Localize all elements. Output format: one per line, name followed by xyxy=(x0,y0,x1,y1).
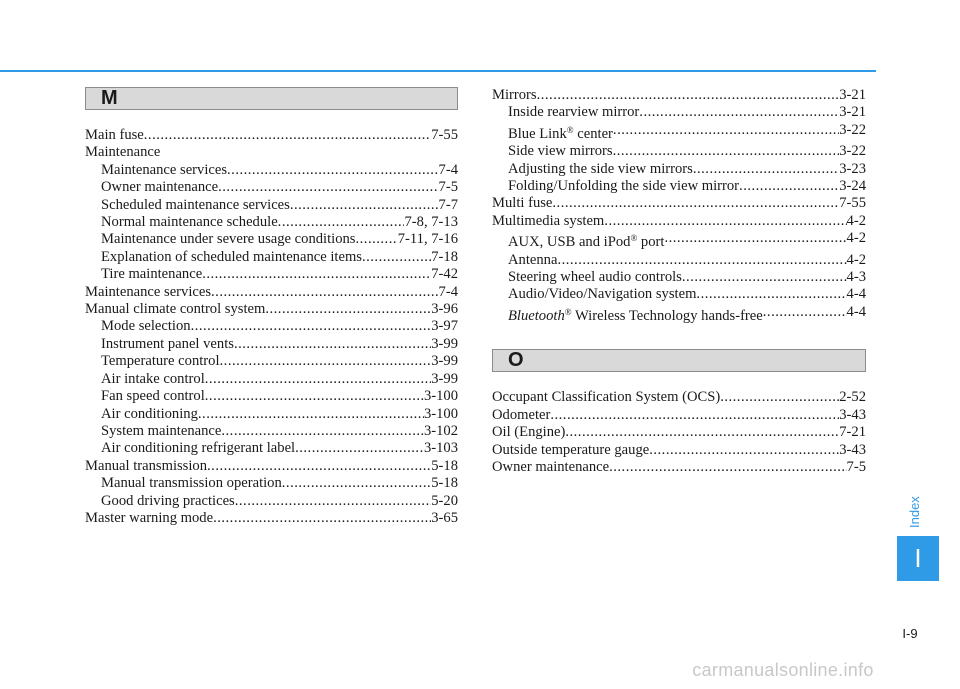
index-subentry: Audio/Video/Navigation system ..... 4-4 xyxy=(492,286,866,303)
page-number: I-9 xyxy=(902,626,918,641)
index-tab-label: Index xyxy=(907,496,922,528)
index-subentry: Air conditioning refrigerant label ..... 3-103 xyxy=(85,440,458,457)
index-column-right xyxy=(492,87,866,476)
index-entry: Manual transmission ..... 5-18 xyxy=(85,458,458,475)
index-subentry: Air intake control ..... 3-99 xyxy=(85,371,458,388)
section-letter: M xyxy=(101,87,118,109)
index-entry: Multi fuse ..... 7-55 xyxy=(492,195,866,212)
index-subentry: Normal maintenance schedule ..... 7-8, 7-13 xyxy=(85,214,458,231)
index-subentry: Explanation of scheduled maintenance items ..... 7-18 xyxy=(85,249,458,266)
index-subentry: Owner maintenance ..... 7-5 xyxy=(85,179,458,196)
index-subentry: System maintenance ..... 3-102 xyxy=(85,423,458,440)
index-subentry: Tire maintenance ..... 7-42 xyxy=(85,266,458,283)
index-entry: Owner maintenance ..... 7-5 xyxy=(492,459,866,476)
index-entry: Master warning mode ..... 3-65 xyxy=(85,510,458,527)
index-subentry: Inside rearview mirror ..... 3-21 xyxy=(492,104,866,121)
index-subentry: Instrument panel vents ..... 3-99 xyxy=(85,336,458,353)
index-subentry: Antenna ..... 4-2 xyxy=(492,252,866,269)
section-letter: O xyxy=(508,349,524,372)
index-subentry: AUX, USB and iPod® port ..... 4-2 xyxy=(492,230,866,251)
index-subentry: Mode selection ..... 3-97 xyxy=(85,318,458,335)
index-subentry: Steering wheel audio controls ..... 4-3 xyxy=(492,269,866,286)
index-entry: Outside temperature gauge ..... 3-43 xyxy=(492,442,866,459)
index-subentry: Blue Link® center ..... 3-22 xyxy=(492,122,866,143)
index-entry: Maintenance xyxy=(85,144,161,161)
index-column-left xyxy=(85,87,458,527)
index-subentry: Scheduled maintenance services ..... 7-7 xyxy=(85,197,458,214)
watermark: carmanualsonline.info xyxy=(692,660,874,680)
index-subentry: Side view mirrors ..... 3-22 xyxy=(492,143,866,160)
index-entry: Multimedia system ..... 4-2 xyxy=(492,213,866,230)
index-entry: Maintenance services ..... 7-4 xyxy=(85,284,458,301)
index-entry: Manual climate control system ..... 3-96 xyxy=(85,301,458,318)
index-subentry: Adjusting the side view mirrors ..... 3-23 xyxy=(492,161,866,178)
index-entry: Occupant Classification System (OCS) ..... 2-52 xyxy=(492,389,866,406)
index-subentry: Folding/Unfolding the side view mirror ..... 3-24 xyxy=(492,178,866,195)
index-subentry: Manual transmission operation ..... 5-18 xyxy=(85,475,458,492)
index-entry: Oil (Engine) ..... 7-21 xyxy=(492,424,866,441)
index-subentry: Maintenance under severe usage conditions ..... 7-11, 7-16 xyxy=(85,231,458,248)
header-rule xyxy=(0,70,876,72)
index-entry: Mirrors ..... 3-21 xyxy=(492,87,866,104)
index-subentry: Temperature control ..... 3-99 xyxy=(85,353,458,370)
section-header-m xyxy=(85,87,458,110)
index-subentry: Maintenance services ..... 7-4 xyxy=(85,162,458,179)
index-subentry: Fan speed control ..... 3-100 xyxy=(85,388,458,405)
index-subentry: Air conditioning ..... 3-100 xyxy=(85,406,458,423)
index-subentry: Bluetooth® Wireless Technology hands-free ..... 4-4 xyxy=(492,304,866,325)
index-tab[interactable]: I xyxy=(897,536,939,581)
index-subentry: Good driving practices ..... 5-20 xyxy=(85,493,458,510)
index-entry: Odometer ..... 3-43 xyxy=(492,407,866,424)
section-header-o xyxy=(492,349,866,372)
index-entry: Main fuse ..... 7-55 xyxy=(85,127,458,144)
